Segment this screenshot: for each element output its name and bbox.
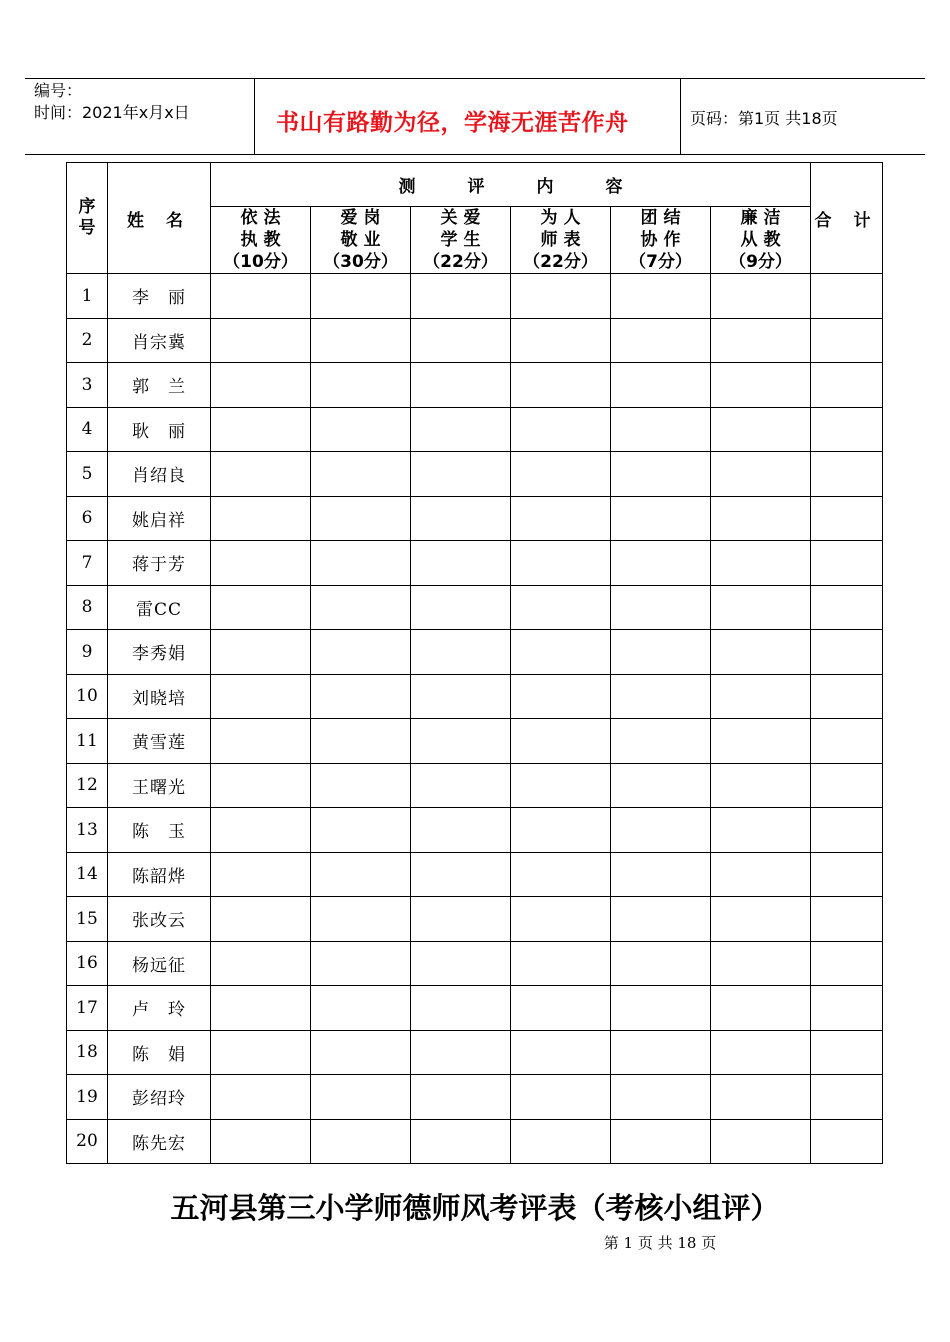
total-cell[interactable] [811, 941, 883, 986]
category-line2: 协 作 [640, 230, 681, 250]
row-number: 8 [67, 585, 108, 630]
score-cell[interactable] [411, 630, 511, 675]
score-cell[interactable] [411, 986, 511, 1031]
table-row [67, 674, 883, 719]
score-cell[interactable] [511, 541, 611, 586]
score-cell[interactable] [211, 1075, 311, 1120]
header-motto: 书山有路勤为径，学海无涯苦作舟 [276, 110, 629, 136]
teacher-name: 郭 兰 [108, 363, 211, 408]
score-cell[interactable] [511, 363, 611, 408]
score-cell[interactable] [511, 986, 611, 1031]
score-cell[interactable] [511, 897, 611, 942]
score-cell[interactable] [511, 585, 611, 630]
total-cell[interactable] [811, 1119, 883, 1164]
header-total: 合 计 [811, 163, 883, 274]
table-row [67, 363, 883, 408]
table-row [67, 719, 883, 764]
total-cell[interactable] [811, 852, 883, 897]
score-cell[interactable] [311, 363, 411, 408]
score-cell[interactable] [511, 407, 611, 452]
score-cell[interactable] [411, 585, 511, 630]
row-number: 5 [67, 452, 108, 497]
time-label: 时间：2021年x月x日 [34, 103, 190, 122]
score-cell[interactable] [511, 763, 611, 808]
score-cell[interactable] [611, 852, 711, 897]
table-row [67, 541, 883, 586]
score-cell[interactable] [211, 674, 311, 719]
score-cell[interactable] [511, 1075, 611, 1120]
category-points: （10分） [223, 252, 298, 272]
score-cell[interactable] [711, 1030, 811, 1075]
score-cell[interactable] [711, 852, 811, 897]
score-cell[interactable] [611, 986, 711, 1031]
table-row [67, 496, 883, 541]
category-line2: 师 表 [540, 230, 581, 250]
teacher-name: 李 丽 [108, 274, 211, 319]
table-row [67, 1119, 883, 1164]
row-number: 16 [67, 941, 108, 986]
score-cell[interactable] [711, 897, 811, 942]
row-number: 12 [67, 763, 108, 808]
score-cell[interactable] [711, 941, 811, 986]
teacher-name: 张改云 [108, 897, 211, 942]
total-cell[interactable] [811, 541, 883, 586]
score-cell[interactable] [411, 897, 511, 942]
score-cell[interactable] [611, 585, 711, 630]
row-number: 10 [67, 674, 108, 719]
table-row [67, 986, 883, 1031]
score-cell[interactable] [611, 897, 711, 942]
score-cell[interactable] [611, 674, 711, 719]
number-label: 编号： [34, 81, 83, 100]
row-number: 13 [67, 808, 108, 853]
score-cell[interactable] [411, 808, 511, 853]
score-cell[interactable] [311, 496, 411, 541]
category-points: （30分） [323, 252, 398, 272]
category-line2: 敬 业 [340, 230, 381, 250]
score-cell[interactable] [211, 496, 311, 541]
score-cell[interactable] [711, 1119, 811, 1164]
total-cell[interactable] [811, 585, 883, 630]
score-cell[interactable] [211, 852, 311, 897]
score-cell[interactable] [611, 318, 711, 363]
score-cell[interactable] [511, 274, 611, 319]
score-cell[interactable] [611, 407, 711, 452]
score-cell[interactable] [411, 363, 511, 408]
score-cell[interactable] [211, 318, 311, 363]
total-cell[interactable] [811, 1030, 883, 1075]
total-cell[interactable] [811, 274, 883, 319]
table-row [67, 318, 883, 363]
row-number: 18 [67, 1030, 108, 1075]
header-serial-text: 序号 [78, 197, 96, 238]
total-cell[interactable] [811, 897, 883, 942]
category-points: （22分） [523, 252, 598, 272]
table-row [67, 585, 883, 630]
header-serial [67, 163, 108, 274]
score-cell[interactable] [211, 274, 311, 319]
score-cell[interactable] [411, 941, 511, 986]
total-cell[interactable] [811, 407, 883, 452]
score-cell[interactable] [311, 1075, 411, 1120]
score-cell[interactable] [411, 1119, 511, 1164]
teacher-name: 肖宗冀 [108, 318, 211, 363]
table-row [67, 1075, 883, 1120]
table-row [67, 407, 883, 452]
score-cell[interactable] [511, 852, 611, 897]
total-cell[interactable] [811, 719, 883, 764]
category-points: （9分） [729, 252, 792, 272]
row-number: 19 [67, 1075, 108, 1120]
total-cell[interactable] [811, 452, 883, 497]
score-cell[interactable] [511, 674, 611, 719]
teacher-name: 陈 玉 [108, 808, 211, 853]
score-cell[interactable] [711, 318, 811, 363]
row-number: 3 [67, 363, 108, 408]
score-cell[interactable] [611, 541, 711, 586]
score-cell[interactable] [511, 496, 611, 541]
page-footer: 第 1 页 共 18 页 [603, 1234, 717, 1252]
score-cell[interactable] [411, 496, 511, 541]
row-number: 15 [67, 897, 108, 942]
score-cell[interactable] [711, 541, 811, 586]
header-divider-right [680, 78, 681, 155]
score-cell[interactable] [511, 719, 611, 764]
score-cell[interactable] [411, 274, 511, 319]
teacher-name: 蒋于芳 [108, 541, 211, 586]
category-line1: 关 爱 [440, 208, 481, 228]
score-cell[interactable] [311, 274, 411, 319]
category-line2: 从 教 [740, 230, 781, 250]
score-cell[interactable] [711, 630, 811, 675]
header-divider-left [254, 78, 255, 155]
score-cell[interactable] [211, 407, 311, 452]
score-cell[interactable] [211, 630, 311, 675]
score-cell[interactable] [511, 941, 611, 986]
row-number: 2 [67, 318, 108, 363]
score-cell[interactable] [711, 363, 811, 408]
score-cell[interactable] [411, 852, 511, 897]
total-cell[interactable] [811, 674, 883, 719]
score-cell[interactable] [611, 363, 711, 408]
document-title: 五河县第三小学师德师风考评表（考核小组评） [170, 1191, 780, 1225]
category-line1: 团 结 [640, 208, 681, 228]
score-cell[interactable] [611, 630, 711, 675]
score-cell[interactable] [611, 452, 711, 497]
score-cell[interactable] [711, 674, 811, 719]
teacher-name: 姚启祥 [108, 496, 211, 541]
teacher-name: 雷CC [108, 585, 211, 630]
header-page-info: 页码：第1页 共18页 [690, 109, 838, 128]
score-cell[interactable] [511, 808, 611, 853]
score-cell[interactable] [611, 719, 711, 764]
teacher-name: 陈 娟 [108, 1030, 211, 1075]
category-header [511, 207, 611, 274]
score-cell[interactable] [611, 274, 711, 319]
score-cell[interactable] [211, 897, 311, 942]
score-cell[interactable] [711, 496, 811, 541]
teacher-name: 耿 丽 [108, 407, 211, 452]
score-cell[interactable] [211, 719, 311, 764]
table-row [67, 897, 883, 942]
table-row [67, 452, 883, 497]
score-cell[interactable] [311, 719, 411, 764]
score-cell[interactable] [411, 719, 511, 764]
score-cell[interactable] [211, 363, 311, 408]
score-cell[interactable] [711, 585, 811, 630]
score-cell[interactable] [611, 941, 711, 986]
score-cell[interactable] [211, 585, 311, 630]
score-cell[interactable] [611, 763, 711, 808]
score-cell[interactable] [211, 541, 311, 586]
table-row [67, 630, 883, 675]
score-cell[interactable] [611, 1030, 711, 1075]
score-cell[interactable] [211, 1030, 311, 1075]
score-cell[interactable] [311, 1119, 411, 1164]
category-points: （22分） [423, 252, 498, 272]
score-cell[interactable] [311, 407, 411, 452]
row-number: 6 [67, 496, 108, 541]
score-cell[interactable] [611, 1075, 711, 1120]
score-cell[interactable] [711, 719, 811, 764]
score-cell[interactable] [411, 318, 511, 363]
score-cell[interactable] [411, 1075, 511, 1120]
row-number: 4 [67, 407, 108, 452]
score-cell[interactable] [311, 852, 411, 897]
score-cell[interactable] [711, 452, 811, 497]
score-cell[interactable] [711, 407, 811, 452]
row-number: 7 [67, 541, 108, 586]
teacher-name: 杨远征 [108, 941, 211, 986]
score-cell[interactable] [611, 496, 711, 541]
total-cell[interactable] [811, 363, 883, 408]
header-meta [34, 80, 190, 124]
score-cell[interactable] [211, 808, 311, 853]
table-row [67, 941, 883, 986]
total-cell[interactable] [811, 318, 883, 363]
table-row [67, 1030, 883, 1075]
category-line2: 执 教 [240, 230, 281, 250]
score-cell[interactable] [711, 1075, 811, 1120]
score-cell[interactable] [511, 630, 611, 675]
category-line1: 依 法 [240, 208, 281, 228]
score-cell[interactable] [211, 452, 311, 497]
table-row [67, 852, 883, 897]
score-cell[interactable] [211, 986, 311, 1031]
total-cell[interactable] [811, 763, 883, 808]
score-cell[interactable] [211, 763, 311, 808]
score-cell[interactable] [611, 808, 711, 853]
category-header [411, 207, 511, 274]
score-cell[interactable] [611, 1119, 711, 1164]
row-number: 9 [67, 630, 108, 675]
header-top-rule [25, 78, 925, 79]
score-cell[interactable] [711, 274, 811, 319]
category-header [311, 207, 411, 274]
teacher-name: 王曙光 [108, 763, 211, 808]
score-cell[interactable] [311, 674, 411, 719]
header-bottom-rule [25, 154, 925, 155]
score-cell[interactable] [411, 1030, 511, 1075]
score-cell[interactable] [511, 452, 611, 497]
score-cell[interactable] [411, 407, 511, 452]
total-cell[interactable] [811, 496, 883, 541]
score-cell[interactable] [211, 1119, 311, 1164]
teacher-name: 李秀娟 [108, 630, 211, 675]
score-cell[interactable] [311, 318, 411, 363]
score-cell[interactable] [411, 763, 511, 808]
score-cell[interactable] [311, 986, 411, 1031]
row-number: 11 [67, 719, 108, 764]
category-line1: 爱 岗 [340, 208, 381, 228]
teacher-name: 卢 玲 [108, 986, 211, 1031]
score-cell[interactable] [411, 674, 511, 719]
score-cell[interactable] [311, 541, 411, 586]
table-row [67, 763, 883, 808]
header-name: 姓 名 [108, 163, 211, 274]
category-line1: 为 人 [540, 208, 581, 228]
score-cell[interactable] [311, 941, 411, 986]
header-evaluation-content: 测评内容 [211, 163, 811, 207]
total-cell[interactable] [811, 630, 883, 675]
table-row [67, 274, 883, 319]
score-cell[interactable] [311, 808, 411, 853]
teacher-name: 彭绍玲 [108, 1075, 211, 1120]
score-cell[interactable] [511, 1030, 611, 1075]
score-cell[interactable] [311, 452, 411, 497]
score-cell[interactable] [711, 808, 811, 853]
teacher-name: 刘晓培 [108, 674, 211, 719]
score-cell[interactable] [311, 763, 411, 808]
teacher-name: 肖绍良 [108, 452, 211, 497]
score-cell[interactable] [411, 541, 511, 586]
row-number: 14 [67, 852, 108, 897]
score-cell[interactable] [311, 630, 411, 675]
category-points: （7分） [629, 252, 692, 272]
evaluation-table [66, 162, 883, 1164]
category-header [711, 207, 811, 274]
score-cell[interactable] [511, 1119, 611, 1164]
score-cell[interactable] [311, 585, 411, 630]
score-cell[interactable] [411, 452, 511, 497]
score-cell[interactable] [511, 318, 611, 363]
row-number: 1 [67, 274, 108, 319]
category-line2: 学 生 [440, 230, 481, 250]
category-header [211, 207, 311, 274]
score-cell[interactable] [711, 986, 811, 1031]
score-cell[interactable] [711, 763, 811, 808]
table-row [67, 808, 883, 853]
category-header [611, 207, 711, 274]
total-cell[interactable] [811, 1075, 883, 1120]
teacher-name: 陈韶烨 [108, 852, 211, 897]
score-cell[interactable] [311, 1030, 411, 1075]
row-number: 20 [67, 1119, 108, 1164]
total-cell[interactable] [811, 986, 883, 1031]
total-cell[interactable] [811, 808, 883, 853]
score-cell[interactable] [211, 941, 311, 986]
teacher-name: 黄雪莲 [108, 719, 211, 764]
row-number: 17 [67, 986, 108, 1031]
teacher-name: 陈先宏 [108, 1119, 211, 1164]
category-line1: 廉 洁 [740, 208, 781, 228]
score-cell[interactable] [311, 897, 411, 942]
